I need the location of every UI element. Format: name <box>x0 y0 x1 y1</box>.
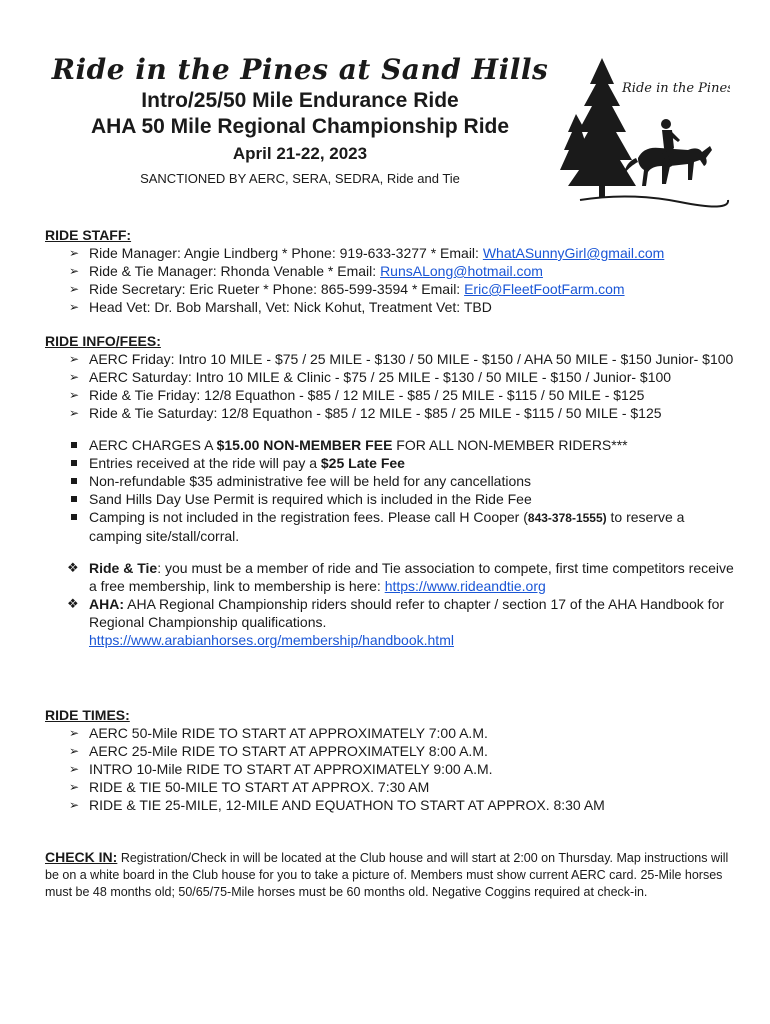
arrow-bullet-icon: ➢ <box>69 726 80 740</box>
rideandtie-link[interactable]: https://www.rideandtie.org <box>384 578 546 594</box>
list-item: AERC CHARGES A $15.00 NON-MEMBER FEE FOR ALL NON-MEMBER RIDERS*** <box>45 436 735 454</box>
ride-staff-heading: RIDE STAFF: <box>45 227 132 243</box>
fee-notes-list <box>45 436 735 545</box>
arrow-bullet-icon: ➢ <box>69 744 80 758</box>
arrow-bullet-icon: ➢ <box>69 246 80 260</box>
list-item: ➢ AERC Friday: Intro 10 MILE - $75 / 25 MILE - $130 / 50 MILE - $150 / AHA 50 MILE - $150 Junior- $100 <box>69 351 734 367</box>
arrow-bullet-icon: ➢ <box>69 780 80 794</box>
list-item: ➢ Head Vet: Dr. Bob Marshall, Vet: Nick Kohut, Treatment Vet: TBD <box>69 299 492 315</box>
ride-times-list <box>45 724 735 814</box>
list-item: ❖ Ride & Tie: you must be a member of ride and Tie association to compete, first time competitors receive a free membership, link to membership is here: https://www.rideandtie.org <box>67 560 734 594</box>
document-header <box>40 52 560 188</box>
square-bullet-icon <box>71 460 77 466</box>
ride-tie-manager-email-link[interactable]: RunsALong@hotmail.com <box>380 263 543 279</box>
arrow-bullet-icon: ➢ <box>69 300 80 314</box>
diamond-bullet-icon: ❖ <box>67 596 79 611</box>
arrow-bullet-icon: ➢ <box>69 388 80 402</box>
list-item: ➢ RIDE & TIE 25-MILE, 12-MILE AND EQUATHON TO START AT APPROX. 8:30 AM <box>69 797 605 813</box>
check-in-heading: CHECK IN: <box>45 849 118 865</box>
list-item: ➢ Ride Manager: Angie Lindberg * Phone: 919-633-3277 * Email: WhatASunnyGirl@gmail.com <box>69 245 665 261</box>
list-item: ➢ AERC 50-Mile RIDE TO START AT APPROXIMATELY 7:00 A.M. <box>69 725 488 741</box>
logo-text: Ride in the Pines <box>622 81 730 96</box>
ride-title: Ride in the Pines at Sand Hills <box>51 53 549 86</box>
ride-staff-section <box>45 226 735 316</box>
list-item: Non-refundable $35 administrative fee will be held for any cancellations <box>45 472 735 490</box>
arrow-bullet-icon: ➢ <box>69 352 80 366</box>
aha-handbook-link[interactable]: https://www.arabianhorses.org/membership/handbook.html <box>89 632 454 648</box>
square-bullet-icon <box>71 478 77 484</box>
ride-info-section <box>45 332 735 649</box>
square-bullet-icon <box>71 442 77 448</box>
list-item: ➢ RIDE & TIE 50-MILE TO START AT APPROX. 7:30 AM <box>69 779 430 795</box>
list-item: ➢ AERC Saturday: Intro 10 MILE & Clinic - $75 / 25 MILE - $130 / 50 MILE - $150 / Junior- $100 <box>69 369 672 385</box>
ride-date: April 21-22, 2023 <box>232 144 368 163</box>
list-item: Sand Hills Day Use Permit is required which is included in the Ride Fee <box>45 490 735 508</box>
ride-info-heading: RIDE INFO/FEES: <box>45 333 161 349</box>
fee-list <box>45 350 735 422</box>
list-item: ➢ INTRO 10-Mile RIDE TO START AT APPROXIMATELY 9:00 A.M. <box>69 761 493 777</box>
arrow-bullet-icon: ➢ <box>69 762 80 776</box>
manager-email-link[interactable]: WhatASunnyGirl@gmail.com <box>482 245 665 261</box>
list-item: Entries received at the ride will pay a $25 Late Fee <box>45 454 735 472</box>
ride-times-heading: RIDE TIMES: <box>45 707 130 723</box>
ride-subtitle-endurance: Intro/25/50 Mile Endurance Ride <box>141 89 459 112</box>
diamond-bullet-icon: ❖ <box>67 560 79 575</box>
arrow-bullet-icon: ➢ <box>69 370 80 384</box>
ride-subtitle-championship: AHA 50 Mile Regional Championship Ride <box>90 115 510 138</box>
arrow-bullet-icon: ➢ <box>69 264 80 278</box>
check-in-text: Registration/Check in will be located at the Club house and will start at 2:00 on Thursday. Map instructions will be on a white board in the Club house for you to take a picture of. Members must show current AERC card. 25-Mile horses must be 48 months old; 50/65/75-Mile horses must be 60 months old. Negative Coggins required at check-in. <box>45 851 729 899</box>
list-item: ➢ AERC 25-Mile RIDE TO START AT APPROXIMATELY 8:00 A.M. <box>69 743 488 759</box>
ride-staff-list <box>45 244 735 316</box>
list-item: ❖ AHA: AHA Regional Championship riders should refer to chapter / section 17 of the AHA Handbook for Regional Championship qualifications. https://www.arabianhorses.org/membership/handbook.html <box>67 596 725 648</box>
membership-notes-list <box>45 559 735 649</box>
square-bullet-icon <box>71 496 77 502</box>
square-bullet-icon <box>71 514 77 520</box>
arrow-bullet-icon: ➢ <box>69 282 80 296</box>
ride-logo <box>560 54 730 214</box>
pine-tree-horse-rider-icon <box>560 54 730 214</box>
secretary-email-link[interactable]: Eric@FleetFootFarm.com <box>464 281 625 297</box>
arrow-bullet-icon: ➢ <box>69 406 80 420</box>
arrow-bullet-icon: ➢ <box>69 798 80 812</box>
list-item: ➢ Ride & Tie Saturday: 12/8 Equathon - $85 / 12 MILE - $85 / 25 MILE - $115 / 50 MILE - $125 <box>69 405 662 421</box>
list-item: ➢ Ride Secretary: Eric Rueter * Phone: 865-599-3594 * Email: Eric@FleetFootFarm.com <box>69 281 625 297</box>
ride-times-section <box>45 706 735 814</box>
check-in-section <box>45 848 735 901</box>
list-item: ➢ Ride & Tie Friday: 12/8 Equathon - $85 / 12 MILE - $85 / 25 MILE - $115 / 50 MILE - $125 <box>69 387 645 403</box>
list-item: ➢ Ride & Tie Manager: Rhonda Venable * Email: RunsALong@hotmail.com <box>69 263 543 279</box>
sanction-line: SANCTIONED BY AERC, SERA, SEDRA, Ride and Tie <box>140 171 460 186</box>
list-item: Camping is not included in the registration fees. Please call H Cooper (843-378-1555) to reserve a camping site/stall/corral. <box>45 508 735 545</box>
